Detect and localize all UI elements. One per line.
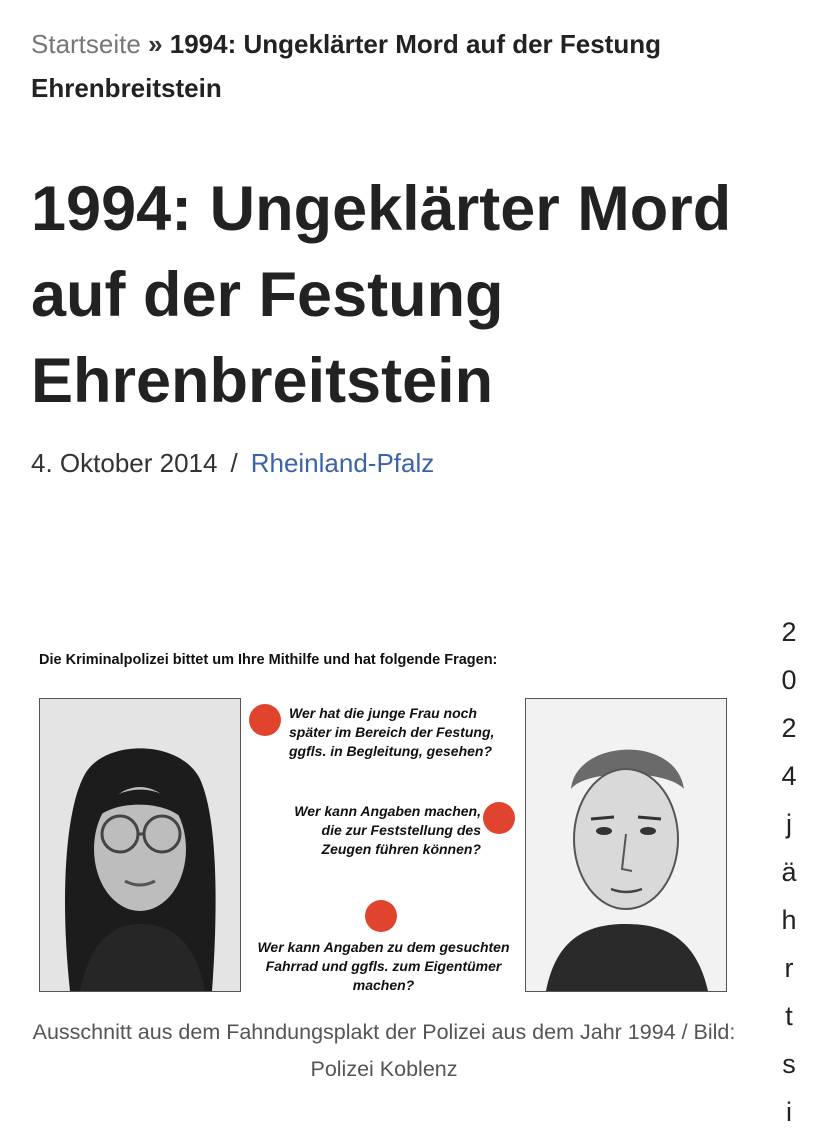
article-title: 1994: Ungeklärter Mord auf der Festung Ehrenbreitstein (31, 174, 732, 416)
vertical-char: 0 (781, 665, 797, 695)
article-meta (31, 448, 434, 479)
vertical-char: h (781, 905, 797, 935)
poster-question-3: Wer kann Angaben zu dem gesuchten Fahrrad und ggfls. zum Eigentümer machen? (257, 939, 510, 993)
question-marker-dot (365, 900, 397, 932)
breadcrumb-current: 1994: Ungeklärter Mord auf der Festung Ehrenbreitstein (31, 29, 661, 103)
vertical-char: r (784, 953, 794, 983)
meta-separator: / (230, 448, 238, 478)
suspect-sketch (525, 698, 727, 992)
vertical-char: ä (781, 857, 797, 887)
question-marker-dot (249, 704, 281, 736)
wanted-poster-image (31, 642, 733, 996)
image-caption: Ausschnitt aus dem Fahndungsplakt der Polizei aus dem Jahr 1994 / Bild: Polizei Koblenz (32, 1020, 736, 1081)
breadcrumb-home-link[interactable]: Startseite (31, 29, 141, 59)
vertical-sidebar-text (776, 608, 802, 1136)
vertical-char: i (786, 1097, 792, 1127)
poster-question-1: Wer hat die junge Frau noch später im Bereich der Festung, ggfls. in Begleitung, gesehen? (289, 705, 495, 759)
breadcrumb-separator: » (148, 29, 163, 59)
breadcrumb (31, 22, 771, 110)
vertical-char: 2 (781, 617, 797, 647)
poster-header: Die Kriminalpolizei bittet um Ihre Mithilfe und hat folgende Fragen: (39, 652, 498, 668)
vertical-char: t (785, 1001, 793, 1031)
article-date: 4. Oktober 2014 (31, 448, 218, 478)
victim-photo (39, 698, 241, 992)
poster-question-2: Wer kann Angaben machen, die zur Feststellung des Zeugen führen können? (294, 803, 481, 857)
vertical-char: 2 (781, 713, 797, 743)
vertical-char: j (786, 809, 792, 839)
question-marker-dot (483, 802, 515, 834)
vertical-char: s (782, 1049, 796, 1079)
category-link[interactable]: Rheinland-Pfalz (250, 448, 435, 478)
vertical-char: 4 (781, 761, 797, 791)
